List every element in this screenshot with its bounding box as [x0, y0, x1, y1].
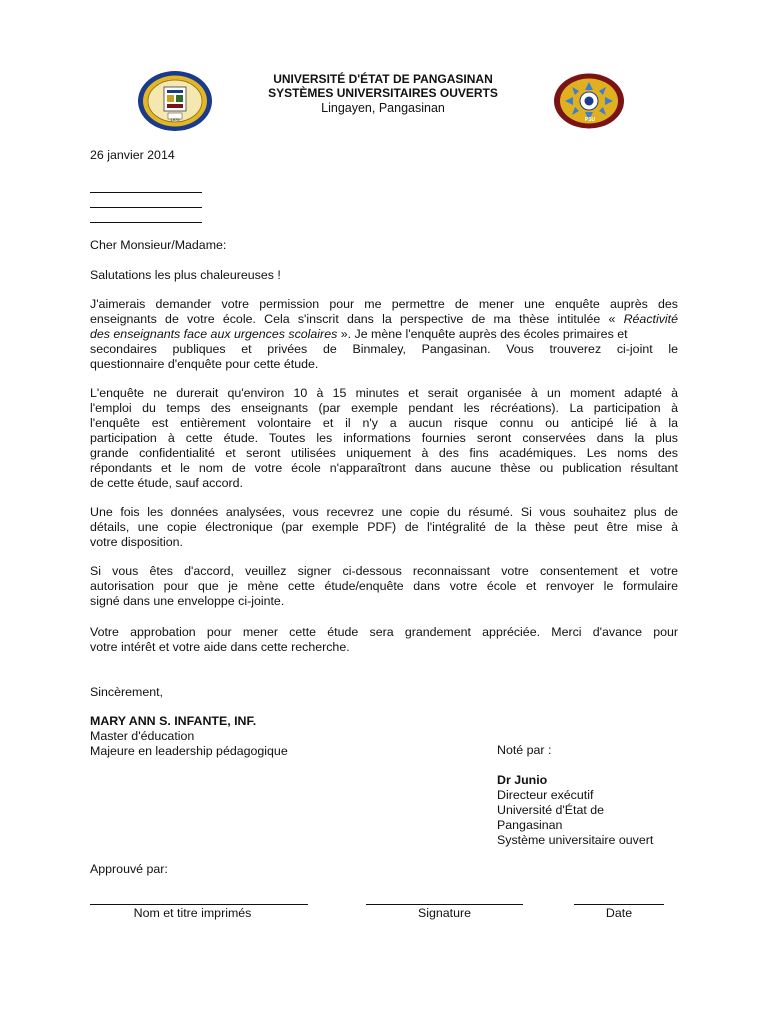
date-line — [574, 904, 664, 905]
p1-line-1: J'aimerais demander votre permission pour me permettre de mener une enquête auprès des — [90, 297, 678, 311]
sender-degree: Master d'éducation — [90, 729, 195, 743]
address-line-1 — [90, 178, 202, 193]
signature-label: Signature — [417, 906, 472, 920]
university-name: UNIVERSITÉ D'ÉTAT DE PANGASINAN — [273, 72, 493, 86]
p2-line: répondants et le nom de votre école n'apparaîtront dans aucune thèse ou publication résultant — [90, 461, 678, 475]
psu-logo-text: PSU — [584, 117, 596, 123]
p4-line: Si vous êtes d'accord, veuillez signer ci-dessous reconnaissant votre consentement et votre — [90, 564, 678, 578]
p3-line: votre disposition. — [90, 535, 183, 549]
p4-line: autorisation pour que je mène cette étude/enquête dans votre école et renvoyer le formulaire — [90, 579, 678, 593]
noted-by-block — [497, 743, 697, 848]
sender-major: Majeure en leadership pédagogique — [90, 744, 288, 758]
p5-line: Votre approbation pour mener cette étude sera grandement appréciée. Merci d'avance pour — [90, 625, 678, 639]
signature-line — [366, 904, 523, 905]
paragraph-5 — [90, 625, 678, 655]
paragraph-1 — [90, 297, 678, 372]
system-name: SYSTÈMES UNIVERSITAIRES OUVERTS — [268, 86, 498, 100]
noted-name: Dr Junio — [497, 773, 548, 787]
location: Lingayen, Pangasinan — [321, 101, 445, 115]
p4-line: signé dans une enveloppe ci-jointe. — [90, 594, 285, 608]
p2-line: grande confidentialité et seront utilisées uniquement à des fins académiques. Les noms des — [90, 446, 678, 460]
salutation: Salutations les plus chaleureuses ! — [90, 268, 281, 282]
p1-line-3 — [90, 327, 678, 342]
approved-by-label: Approuvé par: — [90, 862, 168, 876]
noted-label: Noté par : — [497, 743, 552, 757]
p1-line-3-text: ». Je mène l'enquête auprès des écoles primaires et — [337, 327, 628, 341]
p2-line: L'enquête ne durerait qu'environ 10 à 15 minutes et serait organisée à un moment adapté à — [90, 386, 678, 400]
p3-line: Une fois les données analysées, vous recevrez une copie du résumé. Si vous souhaitez plus de — [90, 505, 678, 519]
date-label: Date — [605, 906, 633, 920]
noted-title: Directeur exécutif — [497, 788, 594, 802]
letterhead — [0, 72, 768, 116]
seal-year: 1979 — [170, 117, 180, 122]
p1-line-2-text: enseignants de votre école. Cela s'inscrit dans la perspective de ma thèse intitulée « — [90, 312, 624, 326]
paragraph-2 — [90, 386, 678, 491]
address-blanks — [90, 178, 678, 223]
thesis-title-start: Réactivité — [623, 312, 678, 326]
paragraph-4 — [90, 564, 678, 609]
noted-org-2: Pangasinan — [497, 818, 563, 832]
p1-line-5: questionnaire d'enquête pour cette étude. — [90, 357, 319, 371]
p2-line: de cette étude, sauf accord. — [90, 476, 243, 490]
closing: Sincèrement, — [90, 685, 164, 699]
p2-line: l'emploi du temps des enseignants (par exemple pendant les récréations). La participation à — [90, 401, 678, 415]
p2-line: participation à cette étude. Toutes les informations fournies seront conservées dans la plus — [90, 431, 678, 445]
noted-org-1: Université d'État de — [497, 803, 605, 817]
p2-line: l'enquête est entièrement volontaire et il n'y a aucun risque connu ou anticipé lié à la — [90, 416, 678, 430]
paragraph-3 — [90, 505, 678, 550]
p5-line: votre intérêt et votre aide dans cette recherche. — [90, 640, 350, 654]
greeting: Cher Monsieur/Madame: — [90, 238, 227, 252]
name-signature-line — [90, 904, 308, 905]
p1-line-4: secondaires publiques et privées de Binmaley, Pangasinan. Vous trouverez ci-joint le — [90, 342, 678, 356]
address-line-2 — [90, 193, 202, 208]
thesis-title-end: des enseignants face aux urgences scolaires — [90, 327, 338, 341]
sender-block — [90, 714, 288, 759]
sender-name: MARY ANN S. INFANTE, INF. — [90, 714, 257, 728]
printed-name-label: Nom et titre imprimés — [133, 906, 252, 920]
noted-org-3: Système universitaire ouvert — [497, 833, 654, 847]
address-line-3 — [90, 208, 202, 223]
p1-line-2 — [90, 312, 678, 327]
letter-date: 26 janvier 2014 — [90, 148, 175, 162]
p3-line: détails, une copie électronique (par exemple PDF) de l'intégralité de la thèse peut être mise à — [90, 520, 678, 534]
